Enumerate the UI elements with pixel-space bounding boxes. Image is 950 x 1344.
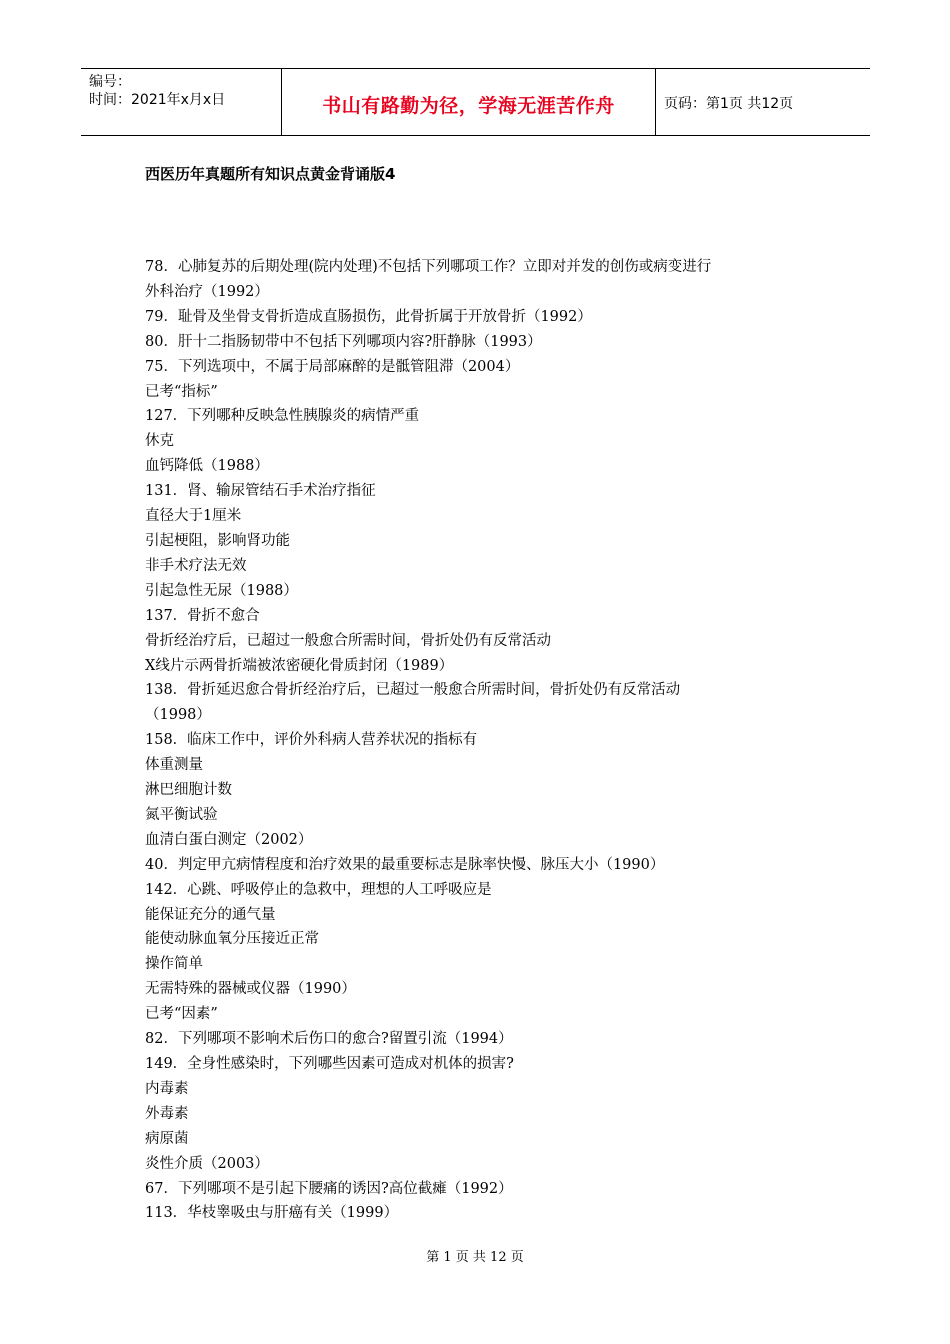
text-line: 体重测量 (145, 757, 203, 774)
text-line: 能使动脉血氧分压接近正常 (145, 931, 319, 948)
text-line: 158．临床工作中，评价外科病人营养状况的指标有 (145, 732, 478, 749)
text-line: X线片示两骨折端被浓密硬化骨质封闭（1989） (145, 657, 454, 674)
text-line: 炎性介质（2003） (145, 1155, 269, 1172)
text-line: 外科治疗（1992） (145, 283, 269, 300)
text-line: 80．肝十二指肠韧带中不包括下列哪项内容?肝静脉（1993） (145, 333, 542, 350)
text-line: 已考“因素” (145, 1006, 218, 1023)
text-line: 外毒素 (145, 1105, 189, 1122)
text-line: 非手术疗法无效 (145, 557, 247, 574)
text-line: 内毒素 (145, 1080, 189, 1097)
text-line: 操作简单 (145, 956, 203, 973)
text-line: 40．判定甲亢病情程度和治疗效果的最重要标志是脉率快慢、脉压大小（1990） (145, 856, 665, 873)
text-line: 82．下列哪项不影响术后伤口的愈合?留置引流（1994） (145, 1031, 513, 1048)
text-line: 142．心跳、呼吸停止的急救中，理想的人工呼吸应是 (145, 881, 492, 898)
header-motto-cell (281, 69, 656, 135)
text-line: 78．心肺复苏的后期处理(院内处理)不包括下列哪项工作？立即对并发的创伤或病变进行 (145, 259, 712, 275)
header-page-info (656, 69, 870, 135)
text-line: 病原菌 (145, 1130, 189, 1147)
page-footer: 第 1 页 共 12 页 (426, 1250, 524, 1265)
text-line: 休克 (145, 433, 174, 450)
text-line: 引起梗阻，影响肾功能 (145, 532, 290, 549)
text-line: 67．下列哪项不是引起下腰痛的诱因?高位截瘫（1992） (145, 1180, 513, 1197)
text-line: 直径大于1厘米 (145, 508, 242, 525)
number-label: 编号： (89, 74, 131, 90)
text-line: 淋巴细胞计数 (145, 782, 232, 799)
text-line: 无需特殊的器械或仪器（1990） (145, 981, 356, 998)
text-line: 能保证充分的通气量 (145, 906, 276, 923)
text-line: 113．华枝睾吸虫与肝癌有关（1999） (145, 1205, 399, 1222)
text-line: 血钙降低（1988） (145, 458, 269, 475)
page-info-text: 页码：第1页 共12页 (664, 96, 794, 112)
time-label: 时间：2021年x月x日 (89, 92, 226, 108)
text-line: 138．骨折延迟愈合骨折经治疗后，已超过一般愈合所需时间，骨折处仍有反常活动 (145, 682, 681, 699)
text-line: 75．下列选项中，不属于局部麻醉的是骶管阻滞（2004） (145, 358, 520, 375)
text-line: 79．耻骨及坐骨支骨折造成直肠损伤，此骨折属于开放骨折（1992） (145, 308, 592, 325)
document-title: 西医历年真题所有知识点黄金背诵版4 (145, 165, 396, 183)
text-line: 氮平衡试验 (145, 806, 218, 823)
header-meta (81, 69, 281, 135)
text-line: 131．肾、输尿管结石手术治疗指征 (145, 483, 376, 500)
text-line: 137．骨折不愈合 (145, 607, 260, 624)
text-line: 引起急性无尿（1988） (145, 582, 298, 599)
text-line: 血清白蛋白测定（2002） (145, 831, 313, 848)
text-line: （1998） (145, 707, 211, 724)
motto-text: 书山有路勤为径，学海无涯苦作舟 (322, 94, 615, 117)
document-body (145, 255, 825, 1226)
text-line: 149．全身性感染时，下列哪些因素可造成对机体的损害? (145, 1056, 514, 1072)
page-header (81, 68, 870, 136)
text-line: 127．下列哪种反映急性胰腺炎的病情严重 (145, 408, 420, 425)
text-line: 已考“指标” (145, 383, 218, 400)
text-line: 骨折经治疗后，已超过一般愈合所需时间，骨折处仍有反常活动 (145, 632, 551, 649)
